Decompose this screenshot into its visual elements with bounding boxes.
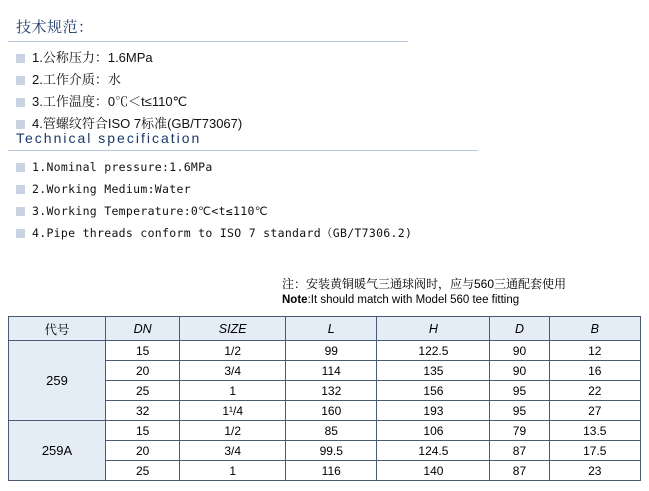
cell-l: 99.5 bbox=[286, 441, 377, 461]
spec-item bbox=[16, 92, 408, 112]
cell-size: 1 bbox=[180, 461, 286, 481]
cell-d: 90 bbox=[490, 361, 549, 381]
cell-d: 79 bbox=[490, 421, 549, 441]
cell-b: 22 bbox=[549, 381, 640, 401]
cell-size: 1 bbox=[180, 381, 286, 401]
cell-size: 1/2 bbox=[180, 341, 286, 361]
spec-item bbox=[16, 179, 478, 199]
cell-b: 13.5 bbox=[549, 421, 640, 441]
cell-h: 140 bbox=[377, 461, 490, 481]
square-bullet-icon bbox=[16, 98, 25, 107]
cell-b: 23 bbox=[549, 461, 640, 481]
spec-list-english bbox=[8, 151, 478, 243]
spec-block-english bbox=[8, 128, 478, 245]
square-bullet-icon bbox=[16, 207, 25, 216]
square-bullet-icon bbox=[16, 185, 25, 194]
table-row bbox=[9, 421, 641, 441]
col-header-size: SIZE bbox=[180, 317, 286, 341]
spec-item-label: 4.Pipe threads conform to ISO 7 standard（GB/T7306.2) bbox=[32, 226, 413, 240]
cell-dn: 20 bbox=[106, 361, 180, 381]
cell-l: 99 bbox=[286, 341, 377, 361]
spec-item bbox=[16, 223, 478, 243]
col-header-dn: DN bbox=[106, 317, 180, 341]
dimension-table-wrapper bbox=[8, 316, 641, 481]
dimension-table bbox=[8, 316, 641, 481]
square-bullet-icon bbox=[16, 76, 25, 85]
cell-l: 114 bbox=[286, 361, 377, 381]
col-header-h: H bbox=[377, 317, 490, 341]
spec-list-chinese bbox=[8, 42, 408, 134]
spec-item bbox=[16, 157, 478, 177]
col-header-d: D bbox=[490, 317, 549, 341]
cell-l: 132 bbox=[286, 381, 377, 401]
cell-h: 106 bbox=[377, 421, 490, 441]
cell-b: 27 bbox=[549, 401, 640, 421]
spec-item-label: 2.工作介质：水 bbox=[32, 72, 121, 87]
cell-b: 12 bbox=[549, 341, 640, 361]
spec-item-label: 1.公称压力：1.6MPa bbox=[32, 50, 153, 65]
cell-dn: 15 bbox=[106, 421, 180, 441]
spec-item bbox=[16, 70, 408, 90]
model-cell: 259A bbox=[9, 421, 106, 481]
table-note bbox=[282, 276, 566, 308]
model-cell: 259 bbox=[9, 341, 106, 421]
table-row bbox=[9, 341, 641, 361]
spec-item-label: 3.工作温度：0℃＜t≤110℃ bbox=[32, 94, 188, 109]
cell-h: 193 bbox=[377, 401, 490, 421]
cell-b: 16 bbox=[549, 361, 640, 381]
cell-dn: 15 bbox=[106, 341, 180, 361]
cell-d: 90 bbox=[490, 341, 549, 361]
cell-d: 95 bbox=[490, 401, 549, 421]
table-head bbox=[9, 317, 641, 341]
cell-h: 135 bbox=[377, 361, 490, 381]
spec-heading-chinese: 技术规范： bbox=[8, 14, 408, 42]
spec-item-label: 4.管螺纹符合ISO 7标准(GB/T73067) bbox=[32, 116, 243, 131]
col-header-code: 代号 bbox=[9, 317, 106, 341]
cell-h: 124.5 bbox=[377, 441, 490, 461]
square-bullet-icon bbox=[16, 54, 25, 63]
cell-l: 160 bbox=[286, 401, 377, 421]
note-label: Note bbox=[282, 294, 308, 306]
spec-item-label: 2.Working Medium:Water bbox=[32, 182, 191, 196]
spec-item bbox=[16, 48, 408, 68]
cell-h: 122.5 bbox=[377, 341, 490, 361]
cell-size: 1¹/4 bbox=[180, 401, 286, 421]
cell-dn: 32 bbox=[106, 401, 180, 421]
note-line-chinese: 注：安装黄铜暖气三通球阀时，应与560三通配套使用 bbox=[282, 277, 567, 291]
col-header-b: B bbox=[549, 317, 640, 341]
cell-d: 87 bbox=[490, 441, 549, 461]
cell-dn: 25 bbox=[106, 381, 180, 401]
col-header-l: L bbox=[286, 317, 377, 341]
cell-dn: 20 bbox=[106, 441, 180, 461]
spec-heading-english: Technical specification bbox=[8, 128, 478, 151]
spec-item bbox=[16, 201, 478, 221]
cell-l: 85 bbox=[286, 421, 377, 441]
square-bullet-icon bbox=[16, 229, 25, 238]
cell-h: 156 bbox=[377, 381, 490, 401]
cell-dn: 25 bbox=[106, 461, 180, 481]
square-bullet-icon bbox=[16, 163, 25, 172]
cell-size: 1/2 bbox=[180, 421, 286, 441]
note-text: :It should match with Model 560 tee fitting bbox=[307, 294, 520, 306]
cell-b: 17.5 bbox=[549, 441, 640, 461]
spec-item-label: 1.Nominal pressure:1.6MPa bbox=[32, 160, 213, 174]
spec-item-label: 3.Working Temperature:0℃<t≤110℃ bbox=[32, 204, 268, 218]
table-body bbox=[9, 341, 641, 481]
cell-size: 3/4 bbox=[180, 361, 286, 381]
note-line-english bbox=[282, 292, 566, 308]
cell-d: 95 bbox=[490, 381, 549, 401]
table-header-row bbox=[9, 317, 641, 341]
cell-l: 116 bbox=[286, 461, 377, 481]
spec-block-chinese bbox=[8, 14, 408, 136]
cell-size: 3/4 bbox=[180, 441, 286, 461]
cell-d: 87 bbox=[490, 461, 549, 481]
